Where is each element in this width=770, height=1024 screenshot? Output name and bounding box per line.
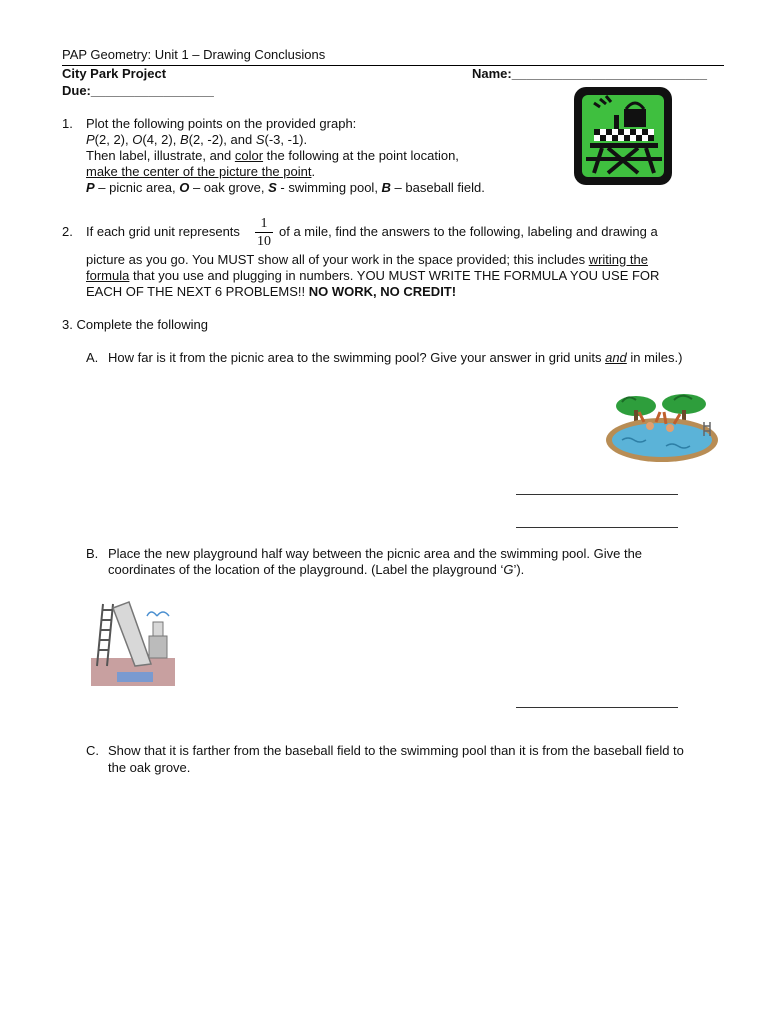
q1-line4 xyxy=(86,164,315,179)
name-field[interactable]: Name:___________________________ xyxy=(472,66,707,81)
q2-line2-underlined: writing the xyxy=(588,252,648,267)
q1-points xyxy=(86,132,307,147)
q3b-line2-b: ’). xyxy=(513,562,525,577)
q2-line2-a: picture as you go. You MUST show all of your work in the space provided; this includes xyxy=(86,252,589,267)
q1-line3-a: Then label, illustrate, and xyxy=(86,148,235,163)
legend-s: S xyxy=(268,180,277,195)
legend-b-text: – baseball field. xyxy=(390,180,485,195)
fraction-numerator: 1 xyxy=(260,216,268,231)
answer-line-3b[interactable] xyxy=(516,707,678,708)
q2-line3-underlined: formula xyxy=(86,268,130,283)
swimming-pool-icon xyxy=(604,392,720,464)
q3c-line1: Show that it is farther from the baseball field to the swimming pool than it is from the baseball field to xyxy=(108,743,684,758)
q2-text-a: If each grid unit represents xyxy=(86,224,240,239)
q1-line3-b: the following at the point location, xyxy=(263,148,459,163)
q3a-label: A. xyxy=(86,350,99,365)
q1-line4-end: . xyxy=(311,164,316,179)
point-p-coord: (2, 2), xyxy=(94,132,133,147)
q1-line3 xyxy=(86,148,459,163)
point-s-letter: S xyxy=(255,132,265,147)
point-o-coord: (4, 2), xyxy=(142,132,180,147)
q3b-playground-g: G xyxy=(503,562,514,577)
q2-no-credit: NO WORK, NO CREDIT! xyxy=(308,284,457,299)
q1-line1: Plot the following points on the provided graph: xyxy=(86,116,357,131)
legend-p: P xyxy=(86,180,95,195)
fraction-denominator: 10 xyxy=(257,234,271,249)
q3a-text-2: in miles.) xyxy=(626,350,683,365)
point-b-coord: (2, -2), and xyxy=(188,132,256,147)
q3-intro: 3. Complete the following xyxy=(62,317,208,332)
q3c-label: C. xyxy=(86,743,99,758)
legend-p-text: – picnic area, xyxy=(94,180,180,195)
q1-line3-color: color xyxy=(234,148,264,163)
legend-b: B xyxy=(381,180,391,195)
legend-o-text: – oak grove, xyxy=(189,180,269,195)
answer-line-3a-1[interactable] xyxy=(516,494,678,495)
q2-line2 xyxy=(86,252,648,267)
q2-line4 xyxy=(86,284,456,299)
fraction-bar xyxy=(255,232,273,233)
q3c-line2: the oak grove. xyxy=(108,760,191,775)
q3b-line2 xyxy=(108,562,524,577)
q2-line3 xyxy=(86,268,659,283)
q3a-text xyxy=(108,350,682,365)
point-s-coord: (-3, -1). xyxy=(264,132,308,147)
q2-text-b: of a mile, find the answers to the following, labeling and drawing a xyxy=(279,224,658,239)
q1-legend xyxy=(86,180,485,195)
playground-slide-icon xyxy=(89,600,177,688)
point-o-letter: O xyxy=(132,132,143,147)
project-title: City Park Project xyxy=(62,66,167,81)
due-field[interactable]: Due:_________________ xyxy=(62,83,214,98)
q3b-line1: Place the new playground half way between the picnic area and the swimming pool. Give the xyxy=(108,546,643,561)
point-b-letter: B xyxy=(179,132,189,147)
q2-line4-a: EACH OF THE NEXT 6 PROBLEMS!! xyxy=(86,284,309,299)
point-p-letter: P xyxy=(86,132,95,147)
picnic-table-icon xyxy=(572,85,674,187)
q3b-label: B. xyxy=(86,546,99,561)
q1-line4-underlined: make the center of the picture the point xyxy=(86,164,312,179)
course-title: PAP Geometry: Unit 1 – Drawing Conclusions xyxy=(62,47,326,62)
fraction-one-tenth xyxy=(253,216,275,249)
q3a-text-1: How far is it from the picnic area to the swimming pool? Give your answer in grid units xyxy=(108,350,606,365)
q2-line3-b: that you use and plugging in numbers. YOU MUST WRITE THE FORMULA YOU USE FOR xyxy=(129,268,660,283)
q2-number: 2. xyxy=(62,224,73,239)
q1-number: 1. xyxy=(62,116,73,131)
legend-s-text: - swimming pool, xyxy=(276,180,382,195)
q3b-line2-a: coordinates of the location of the playground. (Label the playground ‘ xyxy=(108,562,504,577)
answer-line-3a-2[interactable] xyxy=(516,527,678,528)
q3a-and: and xyxy=(605,350,627,365)
legend-o: O xyxy=(179,180,190,195)
